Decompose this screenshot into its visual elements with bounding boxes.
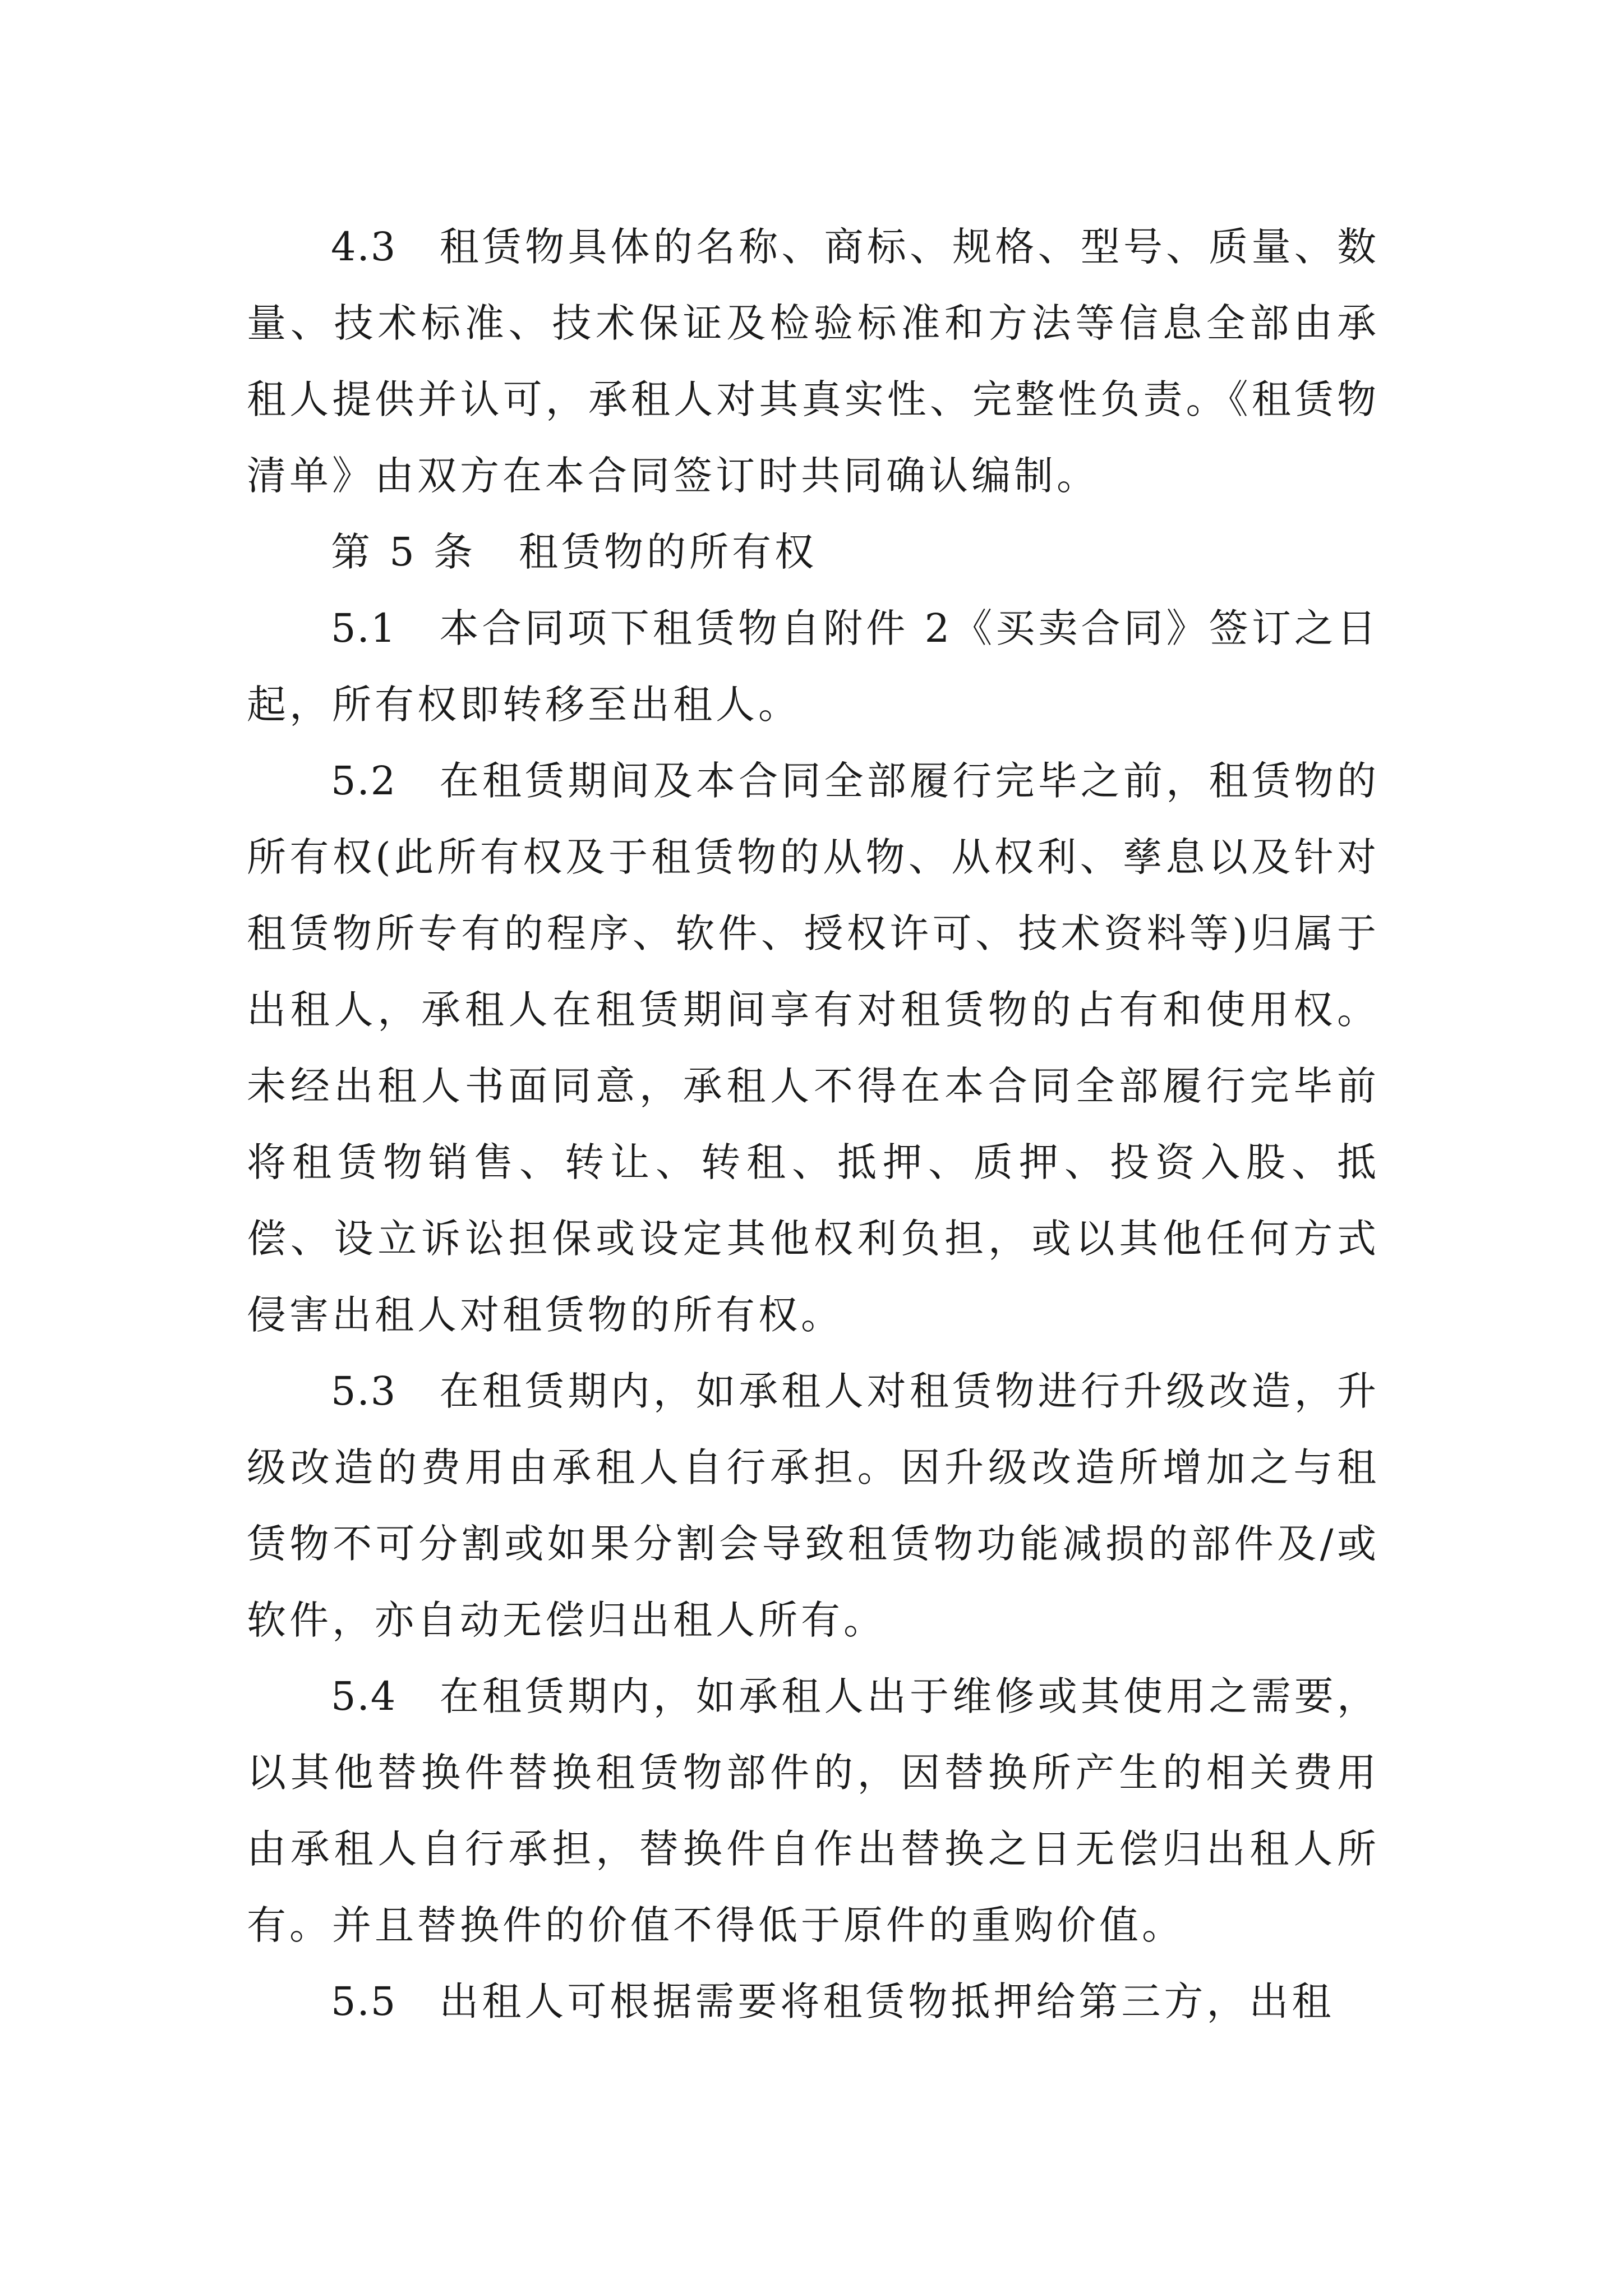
clause-number: 5.4	[331, 1673, 397, 1719]
clause-4-3	[247, 209, 1380, 514]
clause-text: 租赁物具体的名称、商标、规格、型号、质量、数量、技术标准、技术保证及检验标准和方法等信息全部由承租人提供并认可，承租人对其真实性、完整性负责。《租赁物清单》由双方在本合同签订时共同确认编制。	[247, 224, 1380, 499]
clause-5-1	[247, 590, 1380, 743]
document-body	[247, 209, 1380, 2040]
clause-5-3	[247, 1353, 1380, 1658]
clause-5-2	[247, 743, 1380, 1353]
clause-text: 在租赁期间及本合同全部履行完毕之前，租赁物的所有权(此所有权及于租赁物的从物、从权利、孳息以及针对租赁物所专有的程序、软件、授权许可、技术资料等)归属于出租人，承租人在租赁期间享有对租赁物的占有和使用权。未经出租人书面同意，承租人不得在本合同全部履行完毕前将租赁物销售、转让、转租、抵押、质押、投资入股、抵偿、设立诉讼担保或设定其他权利负担，或以其他任何方式侵害出租人对租赁物的所有权。	[247, 758, 1380, 1338]
clause-5-5	[247, 1963, 1380, 2040]
article-5-heading	[247, 514, 1380, 590]
article-number: 第 5 条	[331, 529, 477, 575]
clause-text: 本合同项下租赁物自附件 2《买卖合同》签订之日起，所有权即转移至出租人。	[247, 605, 1380, 728]
clause-text: 出租人可根据需要将租赁物抵押给第三方，出租	[439, 1978, 1335, 2024]
clause-number: 5.1	[331, 605, 397, 651]
clause-number: 4.3	[331, 224, 397, 270]
clause-text: 在租赁期内，如承租人对租赁物进行升级改造，升级改造的费用由承租人自行承担。因升级改造所增加之与租赁物不可分割或如果分割会导致租赁物功能减损的部件及/或软件，亦自动无偿归出租人所有。	[247, 1368, 1380, 1643]
clause-5-4	[247, 1658, 1380, 1963]
clause-number: 5.3	[331, 1368, 397, 1414]
clause-text: 在租赁期内，如承租人出于维修或其使用之需要，以其他替换件替换租赁物部件的，因替换所产生的相关费用由承租人自行承担，替换件自作出替换之日无偿归出租人所有。并且替换件的价值不得低于原件的重购价值。	[247, 1673, 1380, 1948]
clause-number: 5.5	[331, 1978, 397, 2024]
clause-number: 5.2	[331, 758, 397, 804]
article-title: 租赁物的所有权	[519, 529, 818, 575]
